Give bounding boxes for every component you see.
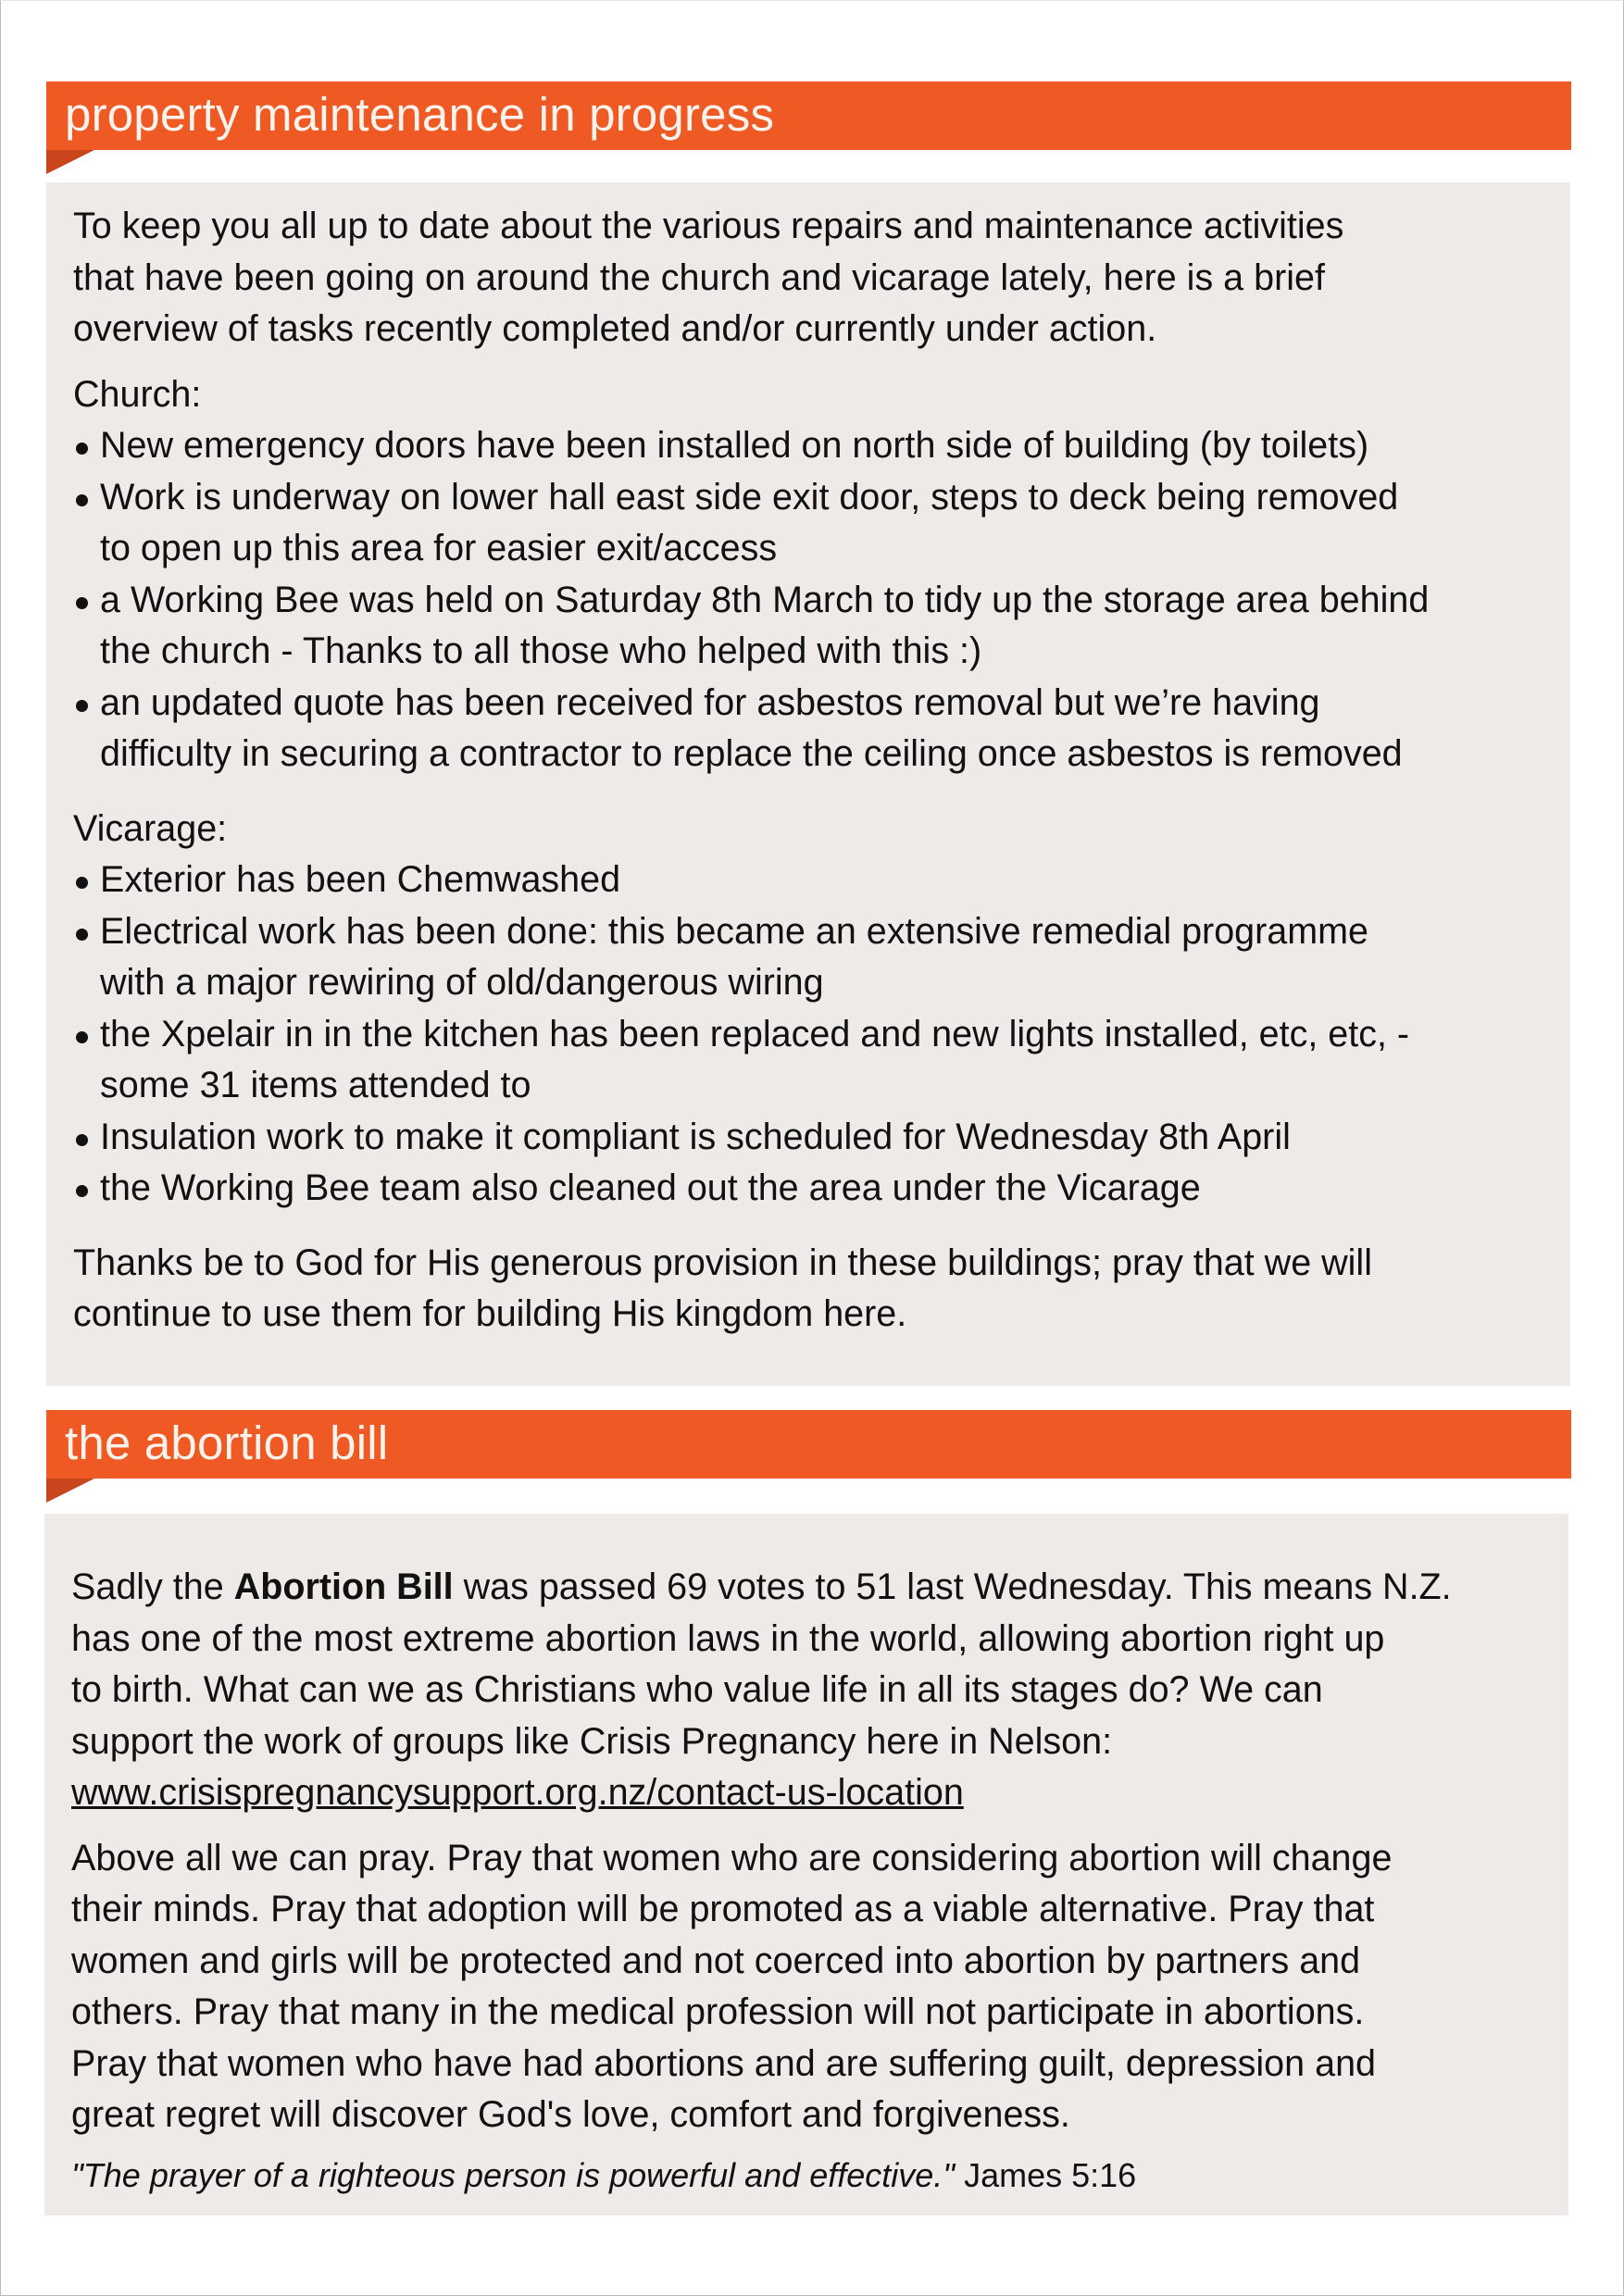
section-title: the abortion bill <box>65 1416 389 1469</box>
section-banner-property-maintenance <box>46 81 1571 150</box>
text-line: continue to use them for building His kingdom here. <box>73 1293 907 1334</box>
section-banner-abortion-bill <box>46 1410 1571 1479</box>
text-line: the Working Bee team also cleaned out the area under the Vicarage <box>100 1167 1201 1208</box>
text-line: an updated quote has been received for asbestos removal but we’re having <box>100 681 1320 723</box>
text-line: New emergency doors have been installed on north side of building (by toilets) <box>100 425 1369 466</box>
text-line: has one of the most extreme abortion laws in the world, allowing abortion right up <box>71 1617 1385 1659</box>
bullet-icon <box>76 494 88 506</box>
text-line: the Xpelair in in the kitchen has been replaced and new lights installed, etc, etc, - <box>100 1013 1410 1054</box>
text-line: Work is underway on lower hall east side exit door, steps to deck being removed <box>100 476 1399 518</box>
text-line: Electrical work has been done: this became an extensive remedial programme <box>100 910 1369 952</box>
abortion-bill-box <box>44 1514 1568 2215</box>
bullet-icon <box>76 700 88 712</box>
bullet-icon <box>76 877 88 889</box>
text-line: a Working Bee was held on Saturday 8th March to tidy up the storage area behind <box>100 579 1430 620</box>
text-line: to open up this area for easier exit/access <box>100 528 778 568</box>
text-line: the church - Thanks to all those who helped with this :) <box>100 630 982 671</box>
quote-text: "The prayer of a righteous person is powerful and effective." <box>71 2155 956 2194</box>
banner-fold-decoration <box>46 150 94 174</box>
list-item <box>73 1163 1543 1215</box>
quote-reference: James 5:16 <box>955 2155 1137 2194</box>
bullet-icon <box>76 1185 88 1197</box>
text-fragment: Sadly the <box>71 1566 234 1607</box>
text-line: Exterior has been Chemwashed <box>100 859 621 900</box>
intro-paragraph <box>73 201 1543 356</box>
text-line: women and girls will be protected and not coerced into abortion by partners and <box>71 1940 1361 1981</box>
church-task-list <box>73 420 1543 780</box>
list-item <box>73 678 1543 780</box>
crisis-pregnancy-link[interactable]: www.crisispregnancysupport.org.nz/contact-us-location <box>71 1772 964 1813</box>
bill-paragraph <box>71 1562 1541 1819</box>
prayer-paragraph <box>71 1833 1541 2141</box>
property-maintenance-box <box>46 182 1570 1386</box>
text-line: Thanks be to God for His generous provision in these buildings; pray that we will <box>73 1242 1372 1283</box>
closing-paragraph <box>73 1238 1543 1341</box>
vicarage-task-list <box>73 855 1543 1215</box>
text-line: to birth. What can we as Christians who value life in all its stages do? We can <box>71 1669 1323 1710</box>
text-line: difficulty in securing a contractor to replace the ceiling once asbestos is removed <box>100 733 1403 774</box>
list-item <box>73 575 1543 678</box>
text-line: that have been going on around the church and vicarage lately, here is a brief <box>73 256 1325 298</box>
text-fragment: was passed 69 votes to 51 last Wednesday. This means N.Z. <box>453 1566 1452 1607</box>
text-line: Above all we can pray. Pray that women who are considering abortion will change <box>71 1837 1393 1878</box>
text-line: To keep you all up to date about the various repairs and maintenance activities <box>73 206 1344 246</box>
section-title: property maintenance in progress <box>65 88 775 141</box>
list-item <box>73 1009 1543 1112</box>
text-line: some 31 items attended to <box>100 1065 531 1105</box>
church-heading: Church: <box>73 373 202 415</box>
list-item <box>73 1112 1543 1164</box>
scripture-quote <box>71 2152 1541 2199</box>
bold-bill-name: Abortion Bill <box>233 1566 454 1607</box>
bullet-icon <box>76 1134 88 1146</box>
text-line: with a major rewiring of old/dangerous wiring <box>100 962 824 1003</box>
list-item <box>73 906 1543 1009</box>
text-line: Insulation work to make it compliant is scheduled for Wednesday 8th April <box>100 1116 1291 1157</box>
banner-fold-decoration <box>46 1479 94 1503</box>
text-line: others. Pray that many in the medical profession will not participate in abortions. <box>71 1991 1365 2032</box>
bullet-icon <box>76 1031 88 1043</box>
bullet-icon <box>76 443 88 455</box>
text-line: support the work of groups like Crisis Pregnancy here in Nelson: <box>71 1720 1113 1762</box>
text-line: Pray that women who have had abortions and are suffering guilt, depression and <box>71 2042 1377 2084</box>
bullet-icon <box>76 929 88 941</box>
text-line: overview of tasks recently completed and/or currently under action. <box>73 308 1157 349</box>
bullet-icon <box>76 597 88 609</box>
vicarage-heading: Vicarage: <box>73 807 228 849</box>
list-item <box>73 420 1543 472</box>
list-item <box>73 855 1543 906</box>
list-item <box>73 472 1543 575</box>
text-line: their minds. Pray that adoption will be promoted as a viable alternative. Pray that <box>71 1889 1375 1929</box>
text-line: great regret will discover God's love, comfort and forgiveness. <box>71 2094 1070 2135</box>
